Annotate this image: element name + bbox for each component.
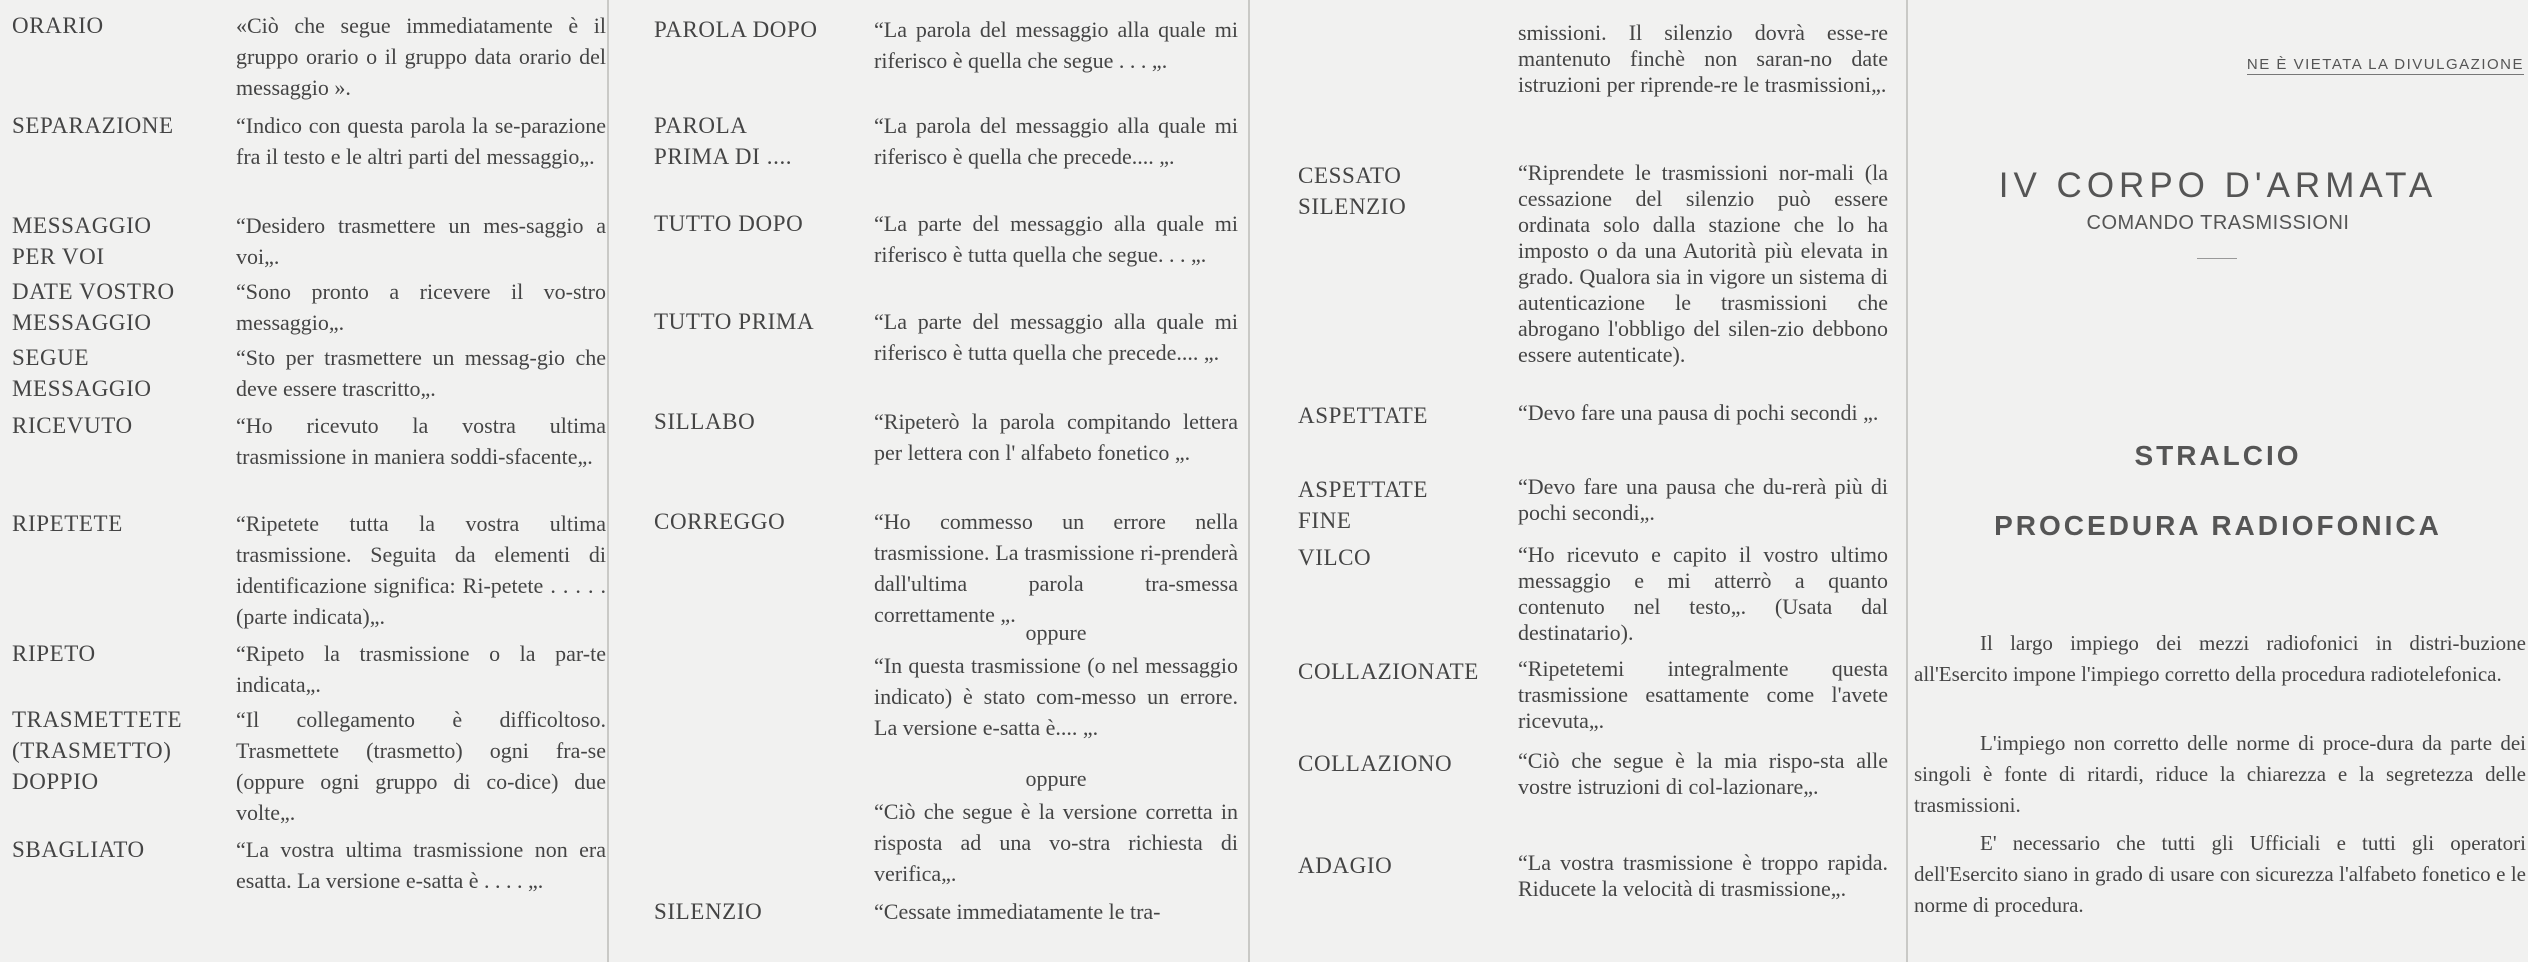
- term: SEPARAZIONE: [12, 113, 174, 138]
- definition: “La parola del messaggio alla quale mi riferisco è quella che segue . . . „.: [874, 17, 1238, 73]
- term: SILENZIO: [654, 899, 763, 924]
- term: MESSAGGIO PER VOI: [12, 213, 152, 269]
- definition: “Ciò che segue è la mia rispo-sta alle vostre istruzioni di col-lazionare„.: [1518, 748, 1888, 799]
- definition: “La parte del messaggio alla quale mi riferisco è tutta quella che segue. . . „.: [874, 211, 1238, 267]
- definition: “Devo fare una pausa che du-rerà più di pochi secondi„.: [1518, 474, 1888, 525]
- definition: “La vostra trasmissione è troppo rapida. Riducete la velocità di trasmissione„.: [1518, 850, 1888, 901]
- panel-procedure-terms-2: [612, 0, 1252, 962]
- term: PAROLA PRIMA DI ....: [654, 113, 793, 169]
- definition: “Indico con questa parola la se-parazione fra il testo e le altri parti del messaggio„.: [236, 113, 606, 169]
- term: RIPETO: [12, 641, 96, 666]
- definition: “Ho ricevuto la vostra ultima trasmissione in maniera soddi-sfacente„.: [236, 413, 606, 469]
- panel-procedure-terms-1: [0, 0, 612, 962]
- definition: “Riprendete le trasmissioni nor-mali (la cessazione del silenzio può essere ordinata solo dalla stazione che lo ha imposto o da una Autorità più elevata in grado. Qualora sia in vigore un sistema di autenticazione le trasmissioni che abrogano l'obbligo del silen-zio debbono essere autenticate).: [1518, 160, 1888, 367]
- term: CESSATO SILENZIO: [1298, 163, 1407, 219]
- document-subtitle: PROCEDURA RADIOFONICA: [1994, 510, 2442, 541]
- command-subheading: COMANDO TRASMISSIONI: [2086, 212, 2350, 234]
- term: TUTTO DOPO: [654, 211, 804, 236]
- term: COLLAZIONATE: [1298, 659, 1479, 684]
- confidentiality-notice: NE È VIETATA LA DIVULGAZIONE: [2246, 56, 2524, 73]
- intro-paragraph: L'impiego non corretto delle norme di proce-dura da parte dei singoli è fonte di ritardi, riduce la chiarezza e la segretezza delle trasmissioni.: [1914, 731, 2526, 817]
- term: COLLAZIONO: [1298, 751, 1453, 776]
- panel-cover: [1908, 0, 2528, 962]
- term: SILLABO: [654, 409, 756, 434]
- term: TRASMETTETE (TRASMETTO) DOPPIO: [12, 707, 183, 794]
- definition: “Ciò che segue è la versione corretta in risposta ad una vo-stra richiesta di verifica„.: [874, 799, 1238, 886]
- term: PAROLA DOPO: [654, 17, 818, 42]
- definition: “Desidero trasmettere un mes-saggio a voi„.: [236, 213, 606, 269]
- term: RICEVUTO: [12, 413, 133, 438]
- definition: “In questa trasmissione (o nel messaggio indicato) è stato com-messo un errore. La versione e-satta è.... „.: [874, 653, 1238, 740]
- definition: “Il collegamento è difficoltoso. Trasmettete (trasmetto) ogni fra-se (oppure ogni gruppo di co-dice) due volte„.: [236, 707, 606, 825]
- corps-heading: IV CORPO D'ARMATA: [1998, 166, 2438, 205]
- definition: “Ho ricevuto e capito il vostro ultimo messaggio e mi atterrò a quanto contenuto nel testo„. (Usata dal destinatario).: [1518, 542, 1888, 645]
- term: SBAGLIATO: [12, 837, 145, 862]
- document-title: STRALCIO: [2134, 440, 2302, 471]
- intro-paragraph: Il largo impiego dei mezzi radiofonici in distri-buzione all'Esercito impone l'impiego corretto della procedura radiotelefonica.: [1914, 631, 2526, 686]
- oppure-label: oppure: [1025, 766, 1087, 791]
- oppure-label: oppure: [1025, 620, 1087, 645]
- definition: “Cessate immediatamente le tra-: [874, 899, 1161, 924]
- divider: [2197, 258, 2237, 259]
- definition: “Ho commesso un errore nella trasmissione. La trasmissione ri-prenderà dall'ultima parola tra-smessa correttamente „.: [874, 509, 1238, 627]
- term: ADAGIO: [1298, 853, 1393, 878]
- definition: “Devo fare una pausa di pochi secondi „.: [1518, 400, 1879, 425]
- definition: “Ripetete tutta la vostra ultima trasmissione. Seguita da elementi di identificazione significa: Ri-petete . . . . . (parte indicata)„.: [236, 511, 606, 629]
- definition: smissioni. Il silenzio dovrà esse-re mantenuto finchè non saran-no date istruzioni per riprende-re le trasmissioni„.: [1518, 20, 1888, 97]
- term: DATE VOSTRO MESSAGGIO: [12, 279, 175, 335]
- panel-procedure-terms-3: [1252, 0, 1908, 962]
- term: SEGUE MESSAGGIO: [12, 345, 152, 401]
- definition: “La vostra ultima trasmissione non era esatta. La versione e-satta è . . . . „.: [236, 837, 606, 893]
- term: CORREGGO: [654, 509, 786, 534]
- definition: “Ripetetemi integralmente questa trasmissione esattamente come l'avete ricevuta„.: [1518, 656, 1888, 733]
- definition: «Ciò che segue immediatamente è il gruppo orario o il gruppo data orario del messaggio ».: [236, 13, 606, 100]
- definition: “Ripeto la trasmissione o la par-te indicata„.: [236, 641, 606, 697]
- term: VILCO: [1298, 545, 1372, 570]
- fold-line: [1248, 0, 1250, 962]
- definition: “Sto per trasmettere un messag-gio che deve essere trascritto„.: [236, 345, 606, 401]
- intro-paragraph: E' necessario che tutti gli Ufficiali e tutti gli operatori dell'Esercito siano in grado di usare con sicurezza l'alfabeto fonetico e le norme di procedura.: [1914, 831, 2526, 917]
- term: TUTTO PRIMA: [654, 309, 815, 334]
- term: ORARIO: [12, 13, 104, 38]
- definition: “La parte del messaggio alla quale mi riferisco è tutta quella che precede.... „.: [874, 309, 1238, 365]
- definition: “Ripeterò la parola compitando lettera per lettera con l' alfabeto fonetico „.: [874, 409, 1238, 465]
- definition: “La parola del messaggio alla quale mi riferisco è quella che precede.... „.: [874, 113, 1238, 169]
- definition: “Sono pronto a ricevere il vo-stro messaggio„.: [236, 279, 606, 335]
- term: ASPETTATE FINE: [1298, 477, 1429, 533]
- term: RIPETETE: [12, 511, 123, 536]
- fold-line: [607, 0, 609, 962]
- term: ASPETTATE: [1298, 403, 1429, 428]
